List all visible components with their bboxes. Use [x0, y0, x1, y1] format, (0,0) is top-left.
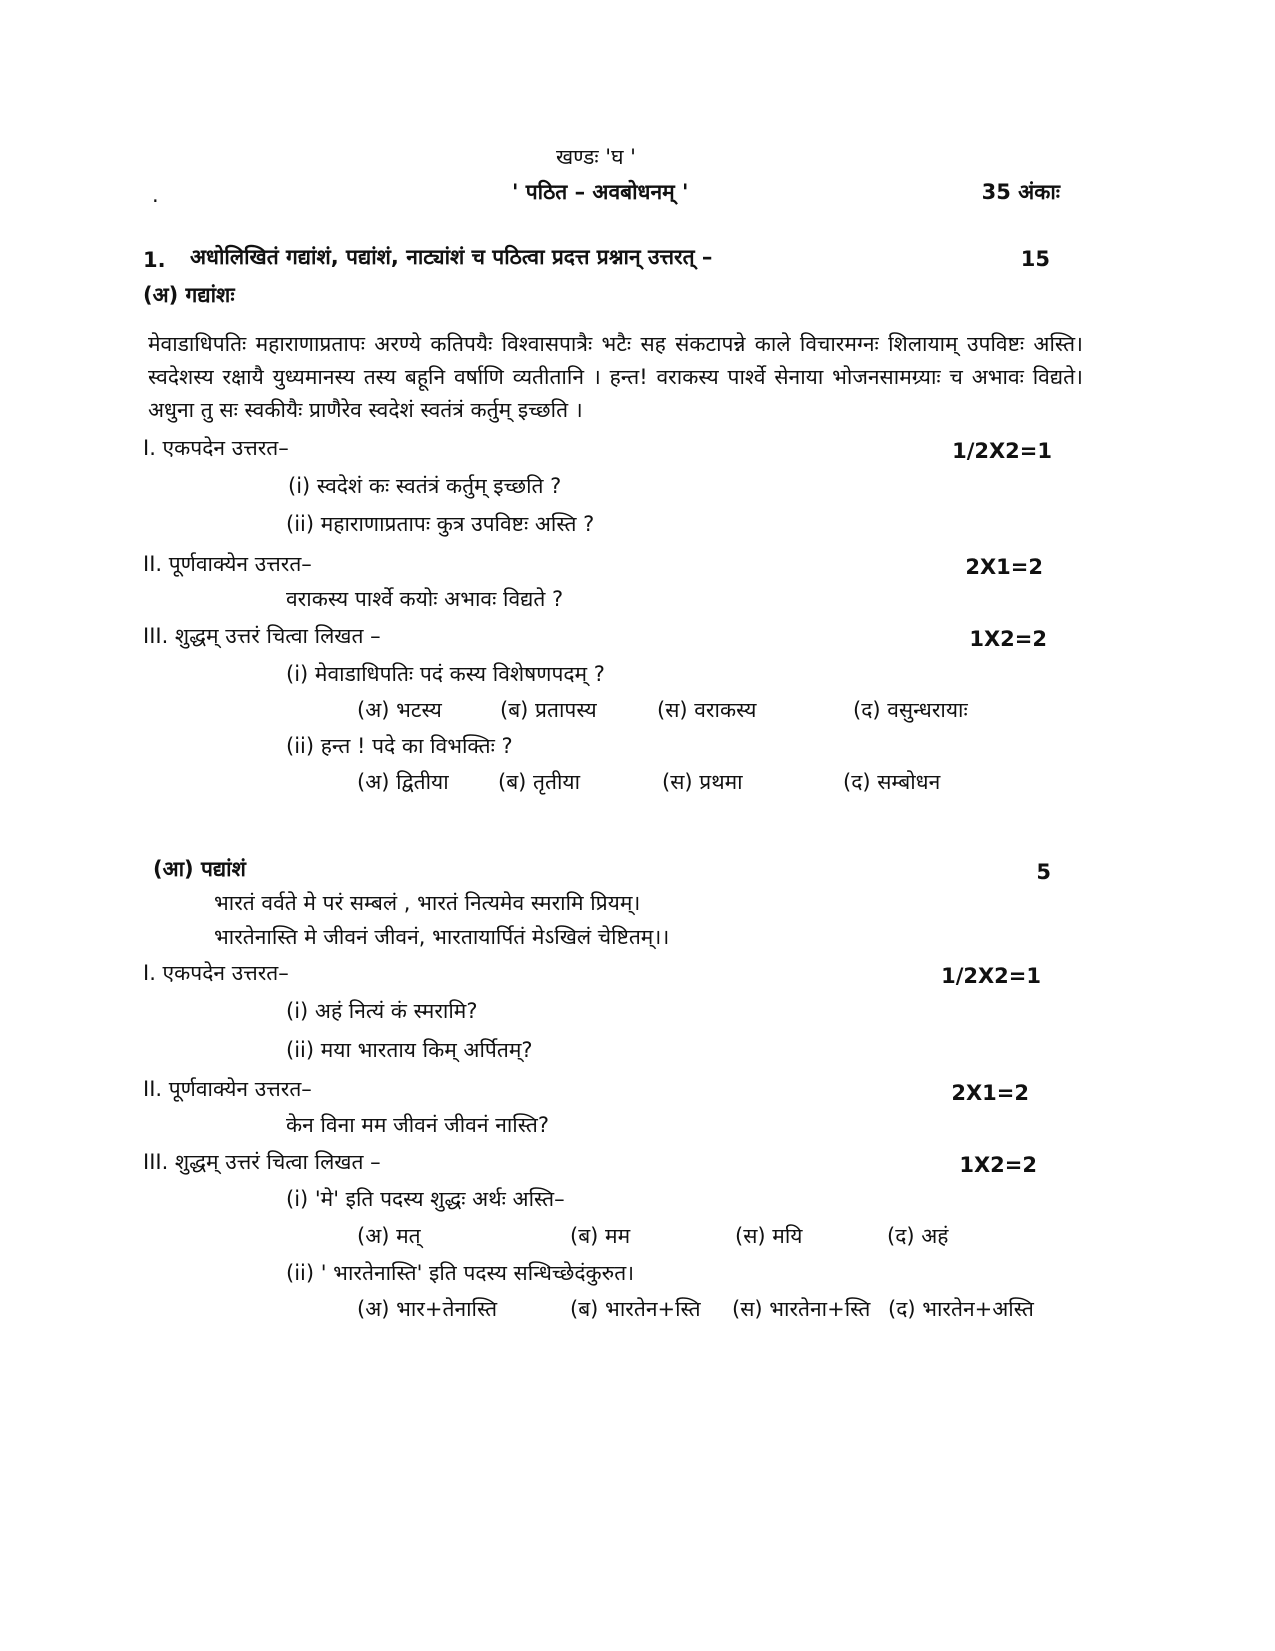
verse-part1-marks: 1/2X2=1 — [941, 964, 1041, 988]
prose-part3-q2: (ii) हन्त ! पदे का विभक्तिः ? — [286, 734, 513, 758]
option: (द) अहं — [887, 1224, 949, 1248]
prose-part1-label: I. एकपदेन उत्तरत– — [143, 436, 289, 460]
question-marks: 15 — [1020, 247, 1050, 271]
verse-part3-q1: (i) 'मे' इति पदस्य शुद्धः अर्थः अस्ति– — [286, 1187, 565, 1211]
option: (अ) भार+तेनास्ति — [357, 1297, 498, 1321]
prose-part2-q1: वराकस्य पार्श्वे कयोः अभावः विद्यते ? — [286, 587, 564, 611]
option: (स) मयि — [735, 1224, 803, 1248]
prose-part3-label: III. शुद्धम् उत्तरं चित्वा लिखत – — [143, 624, 381, 648]
verse-line-1: भारतं वर्वते मे परं सम्बलं , भारतं नित्यमेव स्मरामि प्रियम्। — [214, 891, 641, 915]
prose-heading: (अ) गद्यांशः — [143, 283, 235, 307]
option: (स) भारतेना+स्ति — [732, 1297, 871, 1321]
section-label: खण्डः 'घ ' — [556, 145, 636, 169]
option: (स) वराकस्य — [657, 698, 757, 722]
verse-part1-q2: (ii) मया भारताय किम् अर्पितम्? — [286, 1038, 533, 1062]
option: (द) वसुन्धरायाः — [853, 698, 968, 722]
verse-part1-label: I. एकपदेन उत्तरत– — [143, 961, 289, 985]
prose-part3-q1: (i) मेवाडाधिपतिः पदं कस्य विशेषणपदम् ? — [286, 662, 605, 686]
prose-part1-marks: 1/2X2=1 — [952, 439, 1052, 463]
prose-part1-q2: (ii) महाराणाप्रतापः कुत्र उपविष्टः अस्ति ? — [286, 512, 595, 536]
option: (ब) मम — [570, 1224, 631, 1248]
prose-part1-q1: (i) स्वदेशं कः स्वतंत्रं कर्तुम् इच्छति ? — [288, 474, 562, 498]
option: (ब) तृतीया — [498, 770, 581, 794]
verse-part1-q1: (i) अहं नित्यं कं स्मरामि? — [286, 999, 478, 1023]
option: (ब) प्रतापस्य — [500, 698, 597, 722]
verse-part2-label: II. पूर्णवाक्येन उत्तरत– — [143, 1077, 312, 1101]
option: (ब) भारतेन+स्ति — [570, 1297, 701, 1321]
verse-marks: 5 — [1036, 860, 1051, 884]
verse-part2-q1: केन विना मम जीवनं जीवनं नास्ति? — [286, 1113, 550, 1137]
verse-part3-marks: 1X2=2 — [959, 1153, 1037, 1177]
option: (अ) द्वितीया — [357, 770, 449, 794]
total-marks: 35 अंकाः — [981, 180, 1060, 204]
option: (अ) मत् — [357, 1224, 421, 1248]
prose-part3-marks: 1X2=2 — [969, 627, 1047, 651]
question-number: 1. — [143, 248, 166, 272]
header-dot: . — [152, 183, 159, 207]
question-instruction: अधोलिखितं गद्यांशं, पद्यांशं, नाट्यांशं च पठित्वा प्रदत्त प्रश्नान् उत्तरत् – — [190, 245, 713, 269]
prose-passage: मेवाडाधिपतिः महाराणाप्रतापः अरण्ये कतिपयैः विश्वासपात्रैः भटैः सह संकटापन्ने काले विचारमग्नः शिलायाम् उपविष्टः अस्ति। स्वदेशस्य रक्षायै युध्यमानस्य तस्य बहूनि वर्षाणि व्यतीतानि । हन्त! वराकस्य पार्श्वे सेनाया भोजनसामग्र्याः च अभावः विद्यते।अधुना तु सः स्वकीयैः प्राणैरेव स्वदेशं स्वतंत्रं कर्तुम् इच्छति । — [148, 332, 1083, 422]
option: (स) प्रथमा — [662, 770, 743, 794]
verse-part3-label: III. शुद्धम् उत्तरं चित्वा लिखत – — [143, 1150, 381, 1174]
verse-heading: (आ) पद्यांशं — [153, 857, 246, 881]
option: (द) सम्बोधन — [843, 770, 941, 794]
prose-part2-marks: 2X1=2 — [965, 555, 1043, 579]
option: (द) भारतेन+अस्ति — [888, 1297, 1034, 1321]
prose-part2-label: II. पूर्णवाक्येन उत्तरत– — [143, 552, 312, 576]
verse-line-2: भारतेनास्ति मे जीवनं जीवनं, भारतायार्पितं मेऽखिलं चेष्टितम्।। — [214, 925, 670, 949]
verse-part3-q2: (ii) ' भारतेनास्ति' इति पदस्य सन्धिच्छेदंकुरुत। — [286, 1261, 635, 1285]
page-title: ' पठित – अवबोधनम् ' — [512, 180, 689, 204]
option: (अ) भटस्य — [357, 698, 442, 722]
verse-part2-marks: 2X1=2 — [951, 1081, 1029, 1105]
